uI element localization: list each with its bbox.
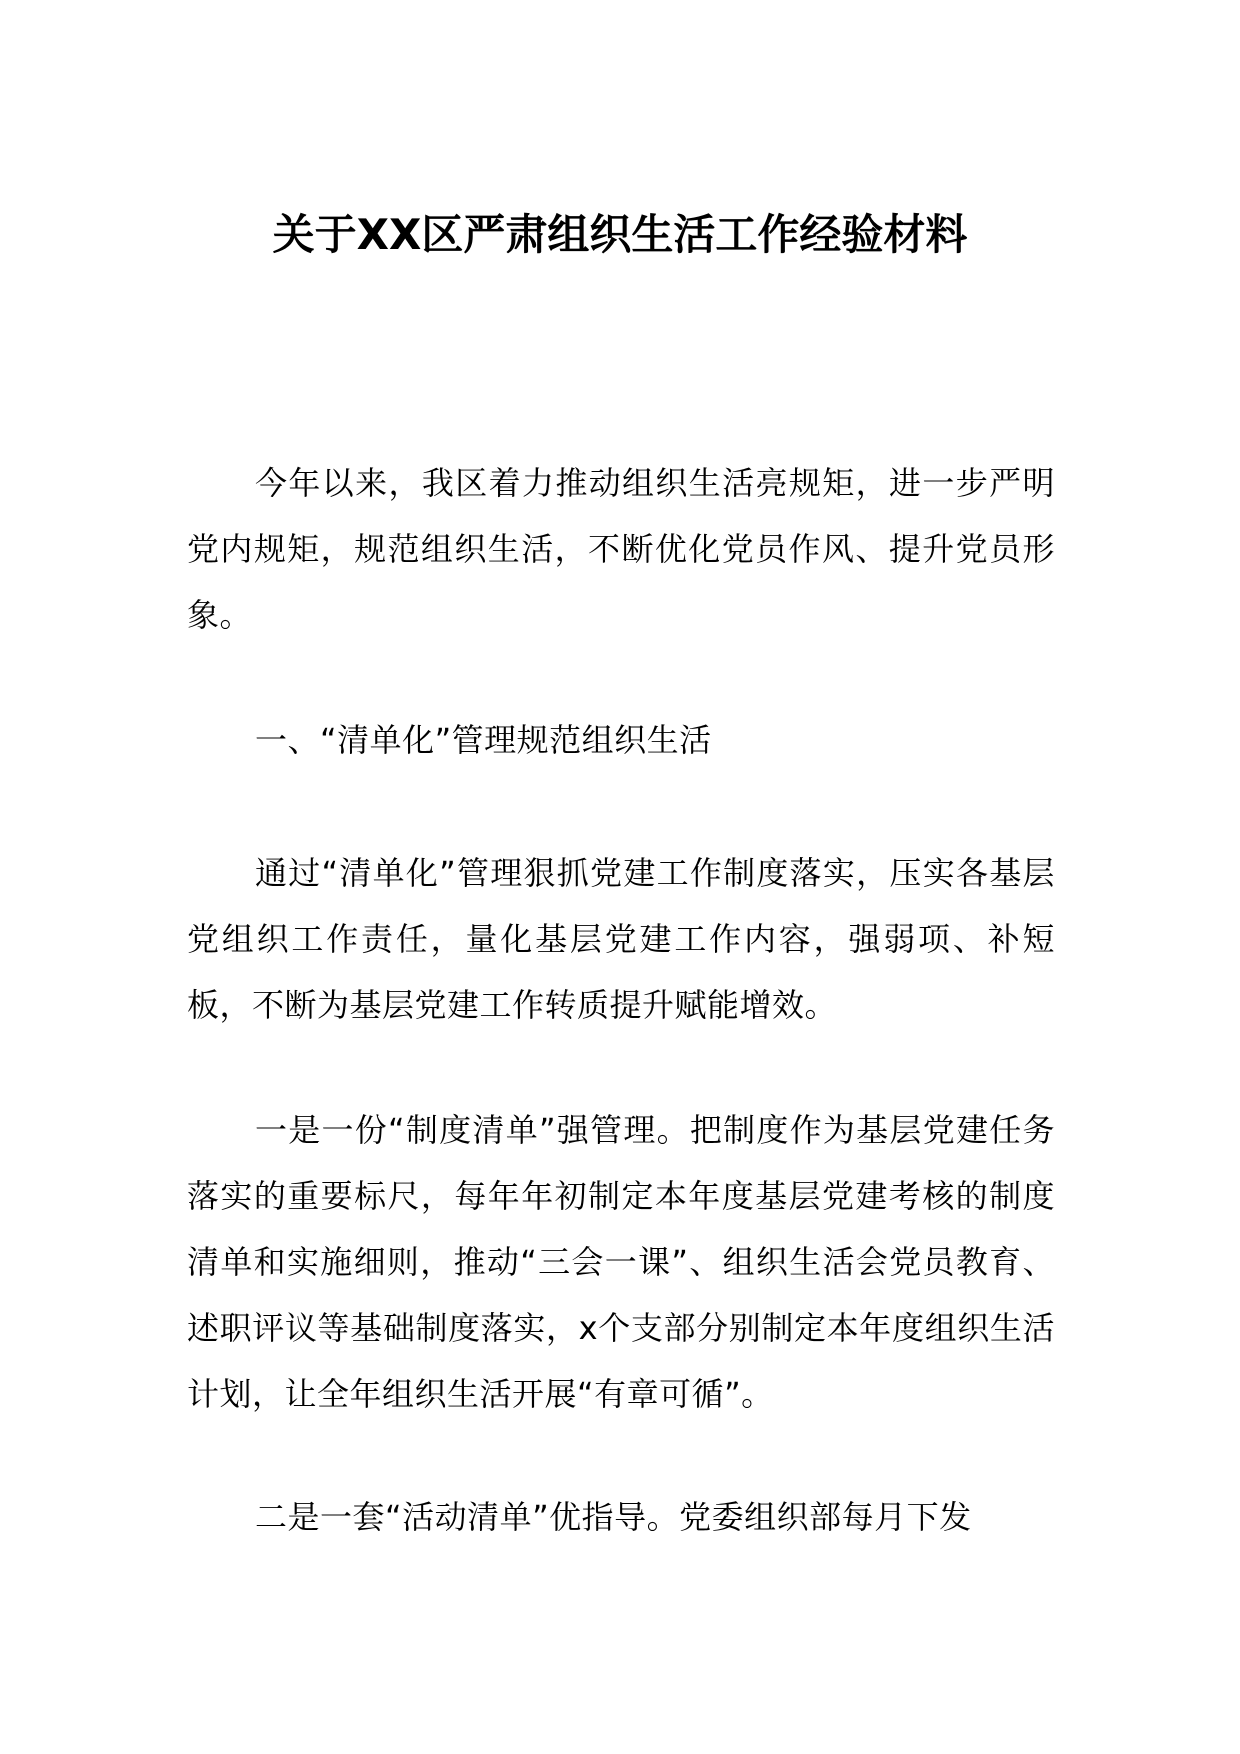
section-intro-paragraph: 通过“清单化”管理狠抓党建工作制度落实，压实各基层党组织工作责任，量化基层党建工作内容，强弱项、补短板，不断为基层党建工作转质提升赋能增效。 — [187, 854, 1055, 1024]
activity-list-paragraph: 二是一套“活动清单”优指导。党委组织部每月下发 — [255, 1498, 972, 1536]
intro-paragraph: 今年以来，我区着力推动组织生活亮规矩，进一步严明党内规矩，规范组织生活，不断优化党员作风、提升党员形象。 — [187, 464, 1055, 634]
section-heading: 一、“清单化”管理规范组织生活 — [255, 721, 712, 759]
system-list-paragraph: 一是一份“制度清单”强管理。把制度作为基层党建任务落实的重要标尺，每年年初制定本年度基层党建考核的制度清单和实施细则，推动“三会一课”、组织生活会党员教育、述职评议等基础制度落实，x个支部分别制定本年度组织生活计划，让全年组织生活开展“有章可循”。 — [187, 1111, 1055, 1413]
document-title: 关于XX区严肃组织生活工作经验材料 — [272, 210, 968, 259]
